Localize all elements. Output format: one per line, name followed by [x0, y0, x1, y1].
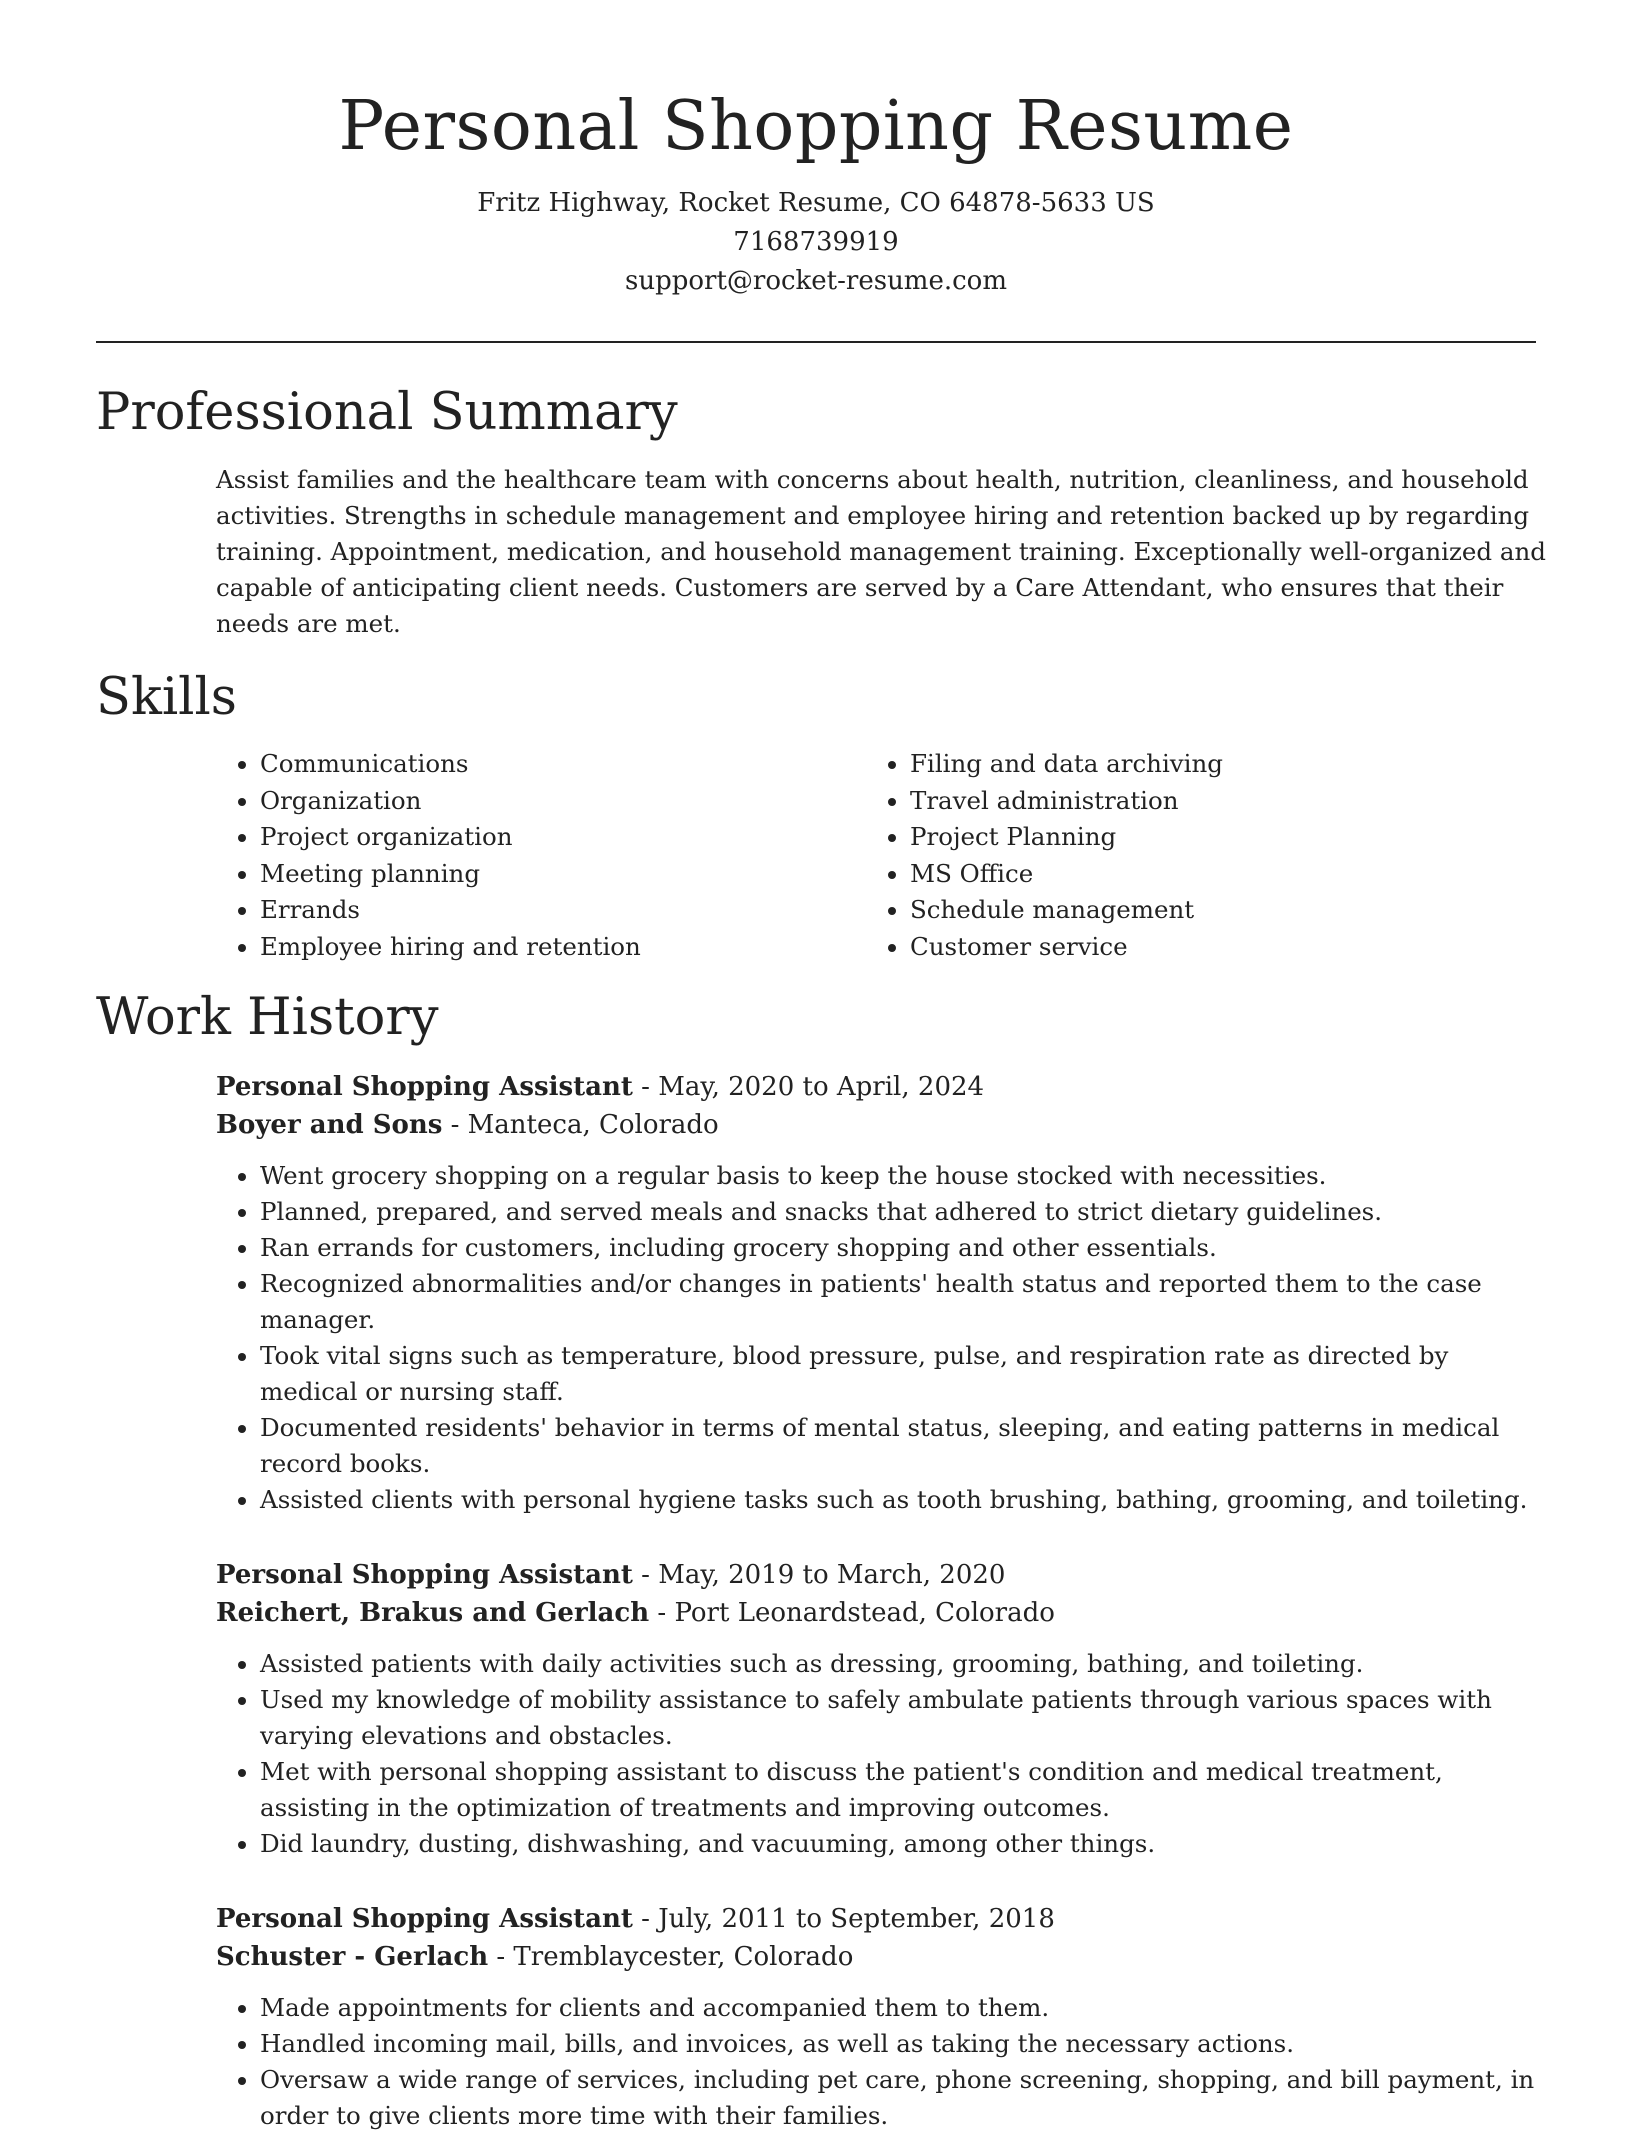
- skill-item: • Filing and data archiving: [910, 746, 1550, 783]
- job-company: Reichert, Brakus and Gerlach: [216, 1598, 650, 1628]
- job-duty: • Met with personal shopping assistant to discuss the patient's condition and medical treatment, assisting in the optimization of treatments and improving outcomes.: [260, 1754, 1546, 1826]
- skill-item: • Errands: [260, 892, 860, 929]
- resume-title: Personal Shopping Resume: [338, 87, 1294, 166]
- job-dates: - July, 2011 to September, 2018: [632, 1904, 1055, 1934]
- summary-heading: Professional Summary: [96, 383, 678, 442]
- job-duty: • Assisted patients with daily activities such as dressing, grooming, bathing, and toileting.: [260, 1646, 1546, 1682]
- job-duty: • Assisted clients with personal hygiene tasks such as tooth brushing, bathing, grooming, and toileting.: [260, 1482, 1546, 1518]
- job-duty: • Did laundry, dusting, dishwashing, and vacuuming, among other things.: [260, 1826, 1546, 1862]
- skill-item: • Project Planning: [910, 819, 1550, 856]
- skill-item: • Employee hiring and retention: [260, 929, 860, 966]
- job-company-line: [216, 1938, 1546, 1976]
- skill-item: • MS Office: [910, 856, 1550, 893]
- job-duties: [216, 1646, 1546, 1862]
- job-duty: • Used my knowledge of mobility assistance to safely ambulate patients through various spaces with varying elevations and obstacles.: [260, 1682, 1546, 1754]
- job-title-line: [216, 1068, 1546, 1106]
- job-dates: - May, 2019 to March, 2020: [632, 1560, 1006, 1590]
- job-role: Personal Shopping Assistant: [216, 1904, 633, 1934]
- summary-text: Assist families and the healthcare team with concerns about health, nutrition, cleanliness, and household activities. Strengths in schedule management and employee hiring and retention backed up by regarding training. Appointment, medication, and household management training. Exceptionally well-organized and capable of anticipating client needs. Customers are served by a Care Attendant, who ensures that their needs are met.: [216, 465, 1546, 638]
- header-divider: [96, 341, 1536, 343]
- job-duty: • Planned, prepared, and served meals and snacks that adhered to strict dietary guidelines.: [260, 1194, 1546, 1230]
- job-role: Personal Shopping Assistant: [216, 1560, 633, 1590]
- job-duty: • Went grocery shopping on a regular basis to keep the house stocked with necessities.: [260, 1158, 1546, 1194]
- job-company-line: [216, 1106, 1546, 1144]
- skill-item: • Project organization: [260, 819, 860, 856]
- contact-phone: 7168739919: [733, 227, 899, 257]
- job-duty: • Made appointments for clients and accompanied them to them.: [260, 1990, 1546, 2026]
- skill-item: • Communications: [260, 746, 860, 783]
- skills-list-left: [216, 746, 860, 966]
- job-duties: [216, 1158, 1546, 1518]
- skill-item: • Travel administration: [910, 783, 1550, 820]
- contact-info: [0, 184, 1632, 301]
- job-title-line: [216, 1900, 1546, 1938]
- job-title-line: [216, 1556, 1546, 1594]
- job-duty: • Took vital signs such as temperature, blood pressure, pulse, and respiration rate as directed by medical or nursing staff.: [260, 1338, 1546, 1410]
- skills-list-right: [866, 746, 1550, 966]
- job-duty: • Handled incoming mail, bills, and invoices, as well as taking the necessary actions.: [260, 2026, 1546, 2062]
- skill-item: • Meeting planning: [260, 856, 860, 893]
- job-company: Schuster - Gerlach: [216, 1942, 489, 1972]
- job-role: Personal Shopping Assistant: [216, 1072, 633, 1102]
- job-duty: • Ran errands for customers, including grocery shopping and other essentials.: [260, 1230, 1546, 1266]
- contact-email: support@rocket-resume.com: [624, 266, 1007, 296]
- skills-heading: Skills: [96, 668, 237, 727]
- job-duty: • Oversaw a wide range of services, including pet care, phone screening, shopping, and bill payment, in order to give clients more time with their families.: [260, 2062, 1546, 2134]
- job-duty: • Documented residents' behavior in terms of mental status, sleeping, and eating patterns in medical record books.: [260, 1410, 1546, 1482]
- job-entry: [216, 1556, 1546, 1862]
- skill-item: • Customer service: [910, 929, 1550, 966]
- contact-address: Fritz Highway, Rocket Resume, CO 64878-5633 US: [477, 188, 1155, 218]
- job-company: Boyer and Sons: [216, 1110, 443, 1140]
- job-company-line: [216, 1594, 1546, 1632]
- skill-item: • Organization: [260, 783, 860, 820]
- job-dates: - May, 2020 to April, 2024: [632, 1072, 985, 1102]
- job-location: - Tremblaycester, Colorado: [488, 1942, 854, 1972]
- job-duty: • Recognized abnormalities and/or changes in patients' health status and reported them to the case manager.: [260, 1266, 1546, 1338]
- job-entry: [216, 1900, 1546, 2134]
- job-entry: [216, 1068, 1546, 1518]
- job-location: - Port Leonardstead, Colorado: [649, 1598, 1055, 1628]
- skill-item: • Schedule management: [910, 892, 1550, 929]
- resume-header: [0, 0, 1632, 301]
- work-history-heading: Work History: [96, 988, 439, 1047]
- job-location: - Manteca, Colorado: [442, 1110, 719, 1140]
- job-duties: [216, 1990, 1546, 2134]
